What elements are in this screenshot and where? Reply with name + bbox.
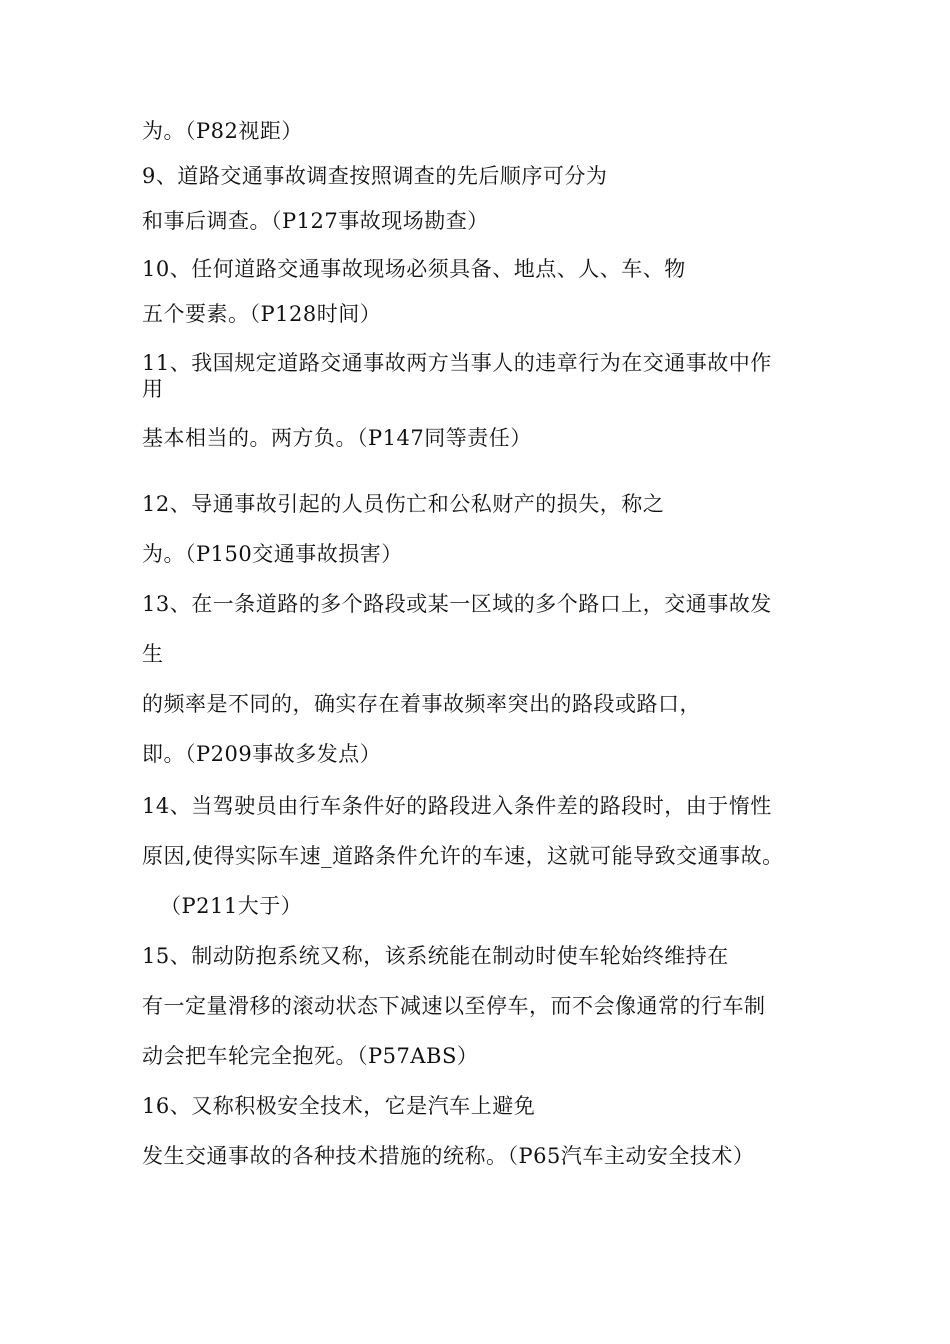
text-line: 14、当驾驶员由行车条件好的路段进入条件差的路段时，由于惰性 — [142, 794, 772, 818]
text-line: 13、在一条道路的多个路段或某一区域的多个路口上，交通事故发 — [142, 592, 772, 616]
text-line: 五个要素。（P128时间） — [142, 302, 382, 326]
text-line: 即。（P209事故多发点） — [142, 742, 382, 766]
text-line: 15、制动防抱系统又称，该系统能在制动时使车轮始终维持在 — [142, 944, 729, 968]
text-line: 的频率是不同的，确实存在着事故频率突出的路段或路口， — [142, 692, 701, 716]
text-line: 16、又称积极安全技术，它是汽车上避免 — [142, 1094, 536, 1118]
text-line: 和事后调查。（P127事故现场勘查） — [142, 209, 489, 233]
text-line: 用 — [142, 377, 164, 401]
text-line: 11、我国规定道路交通事故两方当事人的违章行为在交通事故中作 — [142, 351, 772, 375]
text-line: 发生交通事故的各种技术措施的统称。（P65汽车主动安全技术） — [142, 1144, 755, 1168]
text-line: 有一定量滑移的滚动状态下减速以至停车，而不会像通常的行车制 — [142, 994, 766, 1018]
text-line: 为。（P82视距） — [142, 119, 303, 143]
text-line: 原因,使得实际车速_道路条件允许的车速，这就可能导致交通事故。 — [142, 844, 784, 868]
text-line: （P211大于） — [160, 894, 303, 918]
text-line: 为。（P150交通事故损害） — [142, 542, 403, 566]
text-line: 动会把车轮完全抱死。（P57ABS） — [142, 1044, 479, 1068]
text-line: 12、导通事故引起的人员伤亡和公私财产的损失，称之 — [142, 492, 665, 516]
text-line: 10、任何道路交通事故现场必须具备、地点、人、车、物 — [142, 257, 686, 281]
text-line: 生 — [142, 642, 164, 666]
text-line: 基本相当的。两方负。（P147同等责任） — [142, 426, 532, 450]
text-line: 9、道路交通事故调查按照调查的先后顺序可分为 — [142, 164, 608, 188]
